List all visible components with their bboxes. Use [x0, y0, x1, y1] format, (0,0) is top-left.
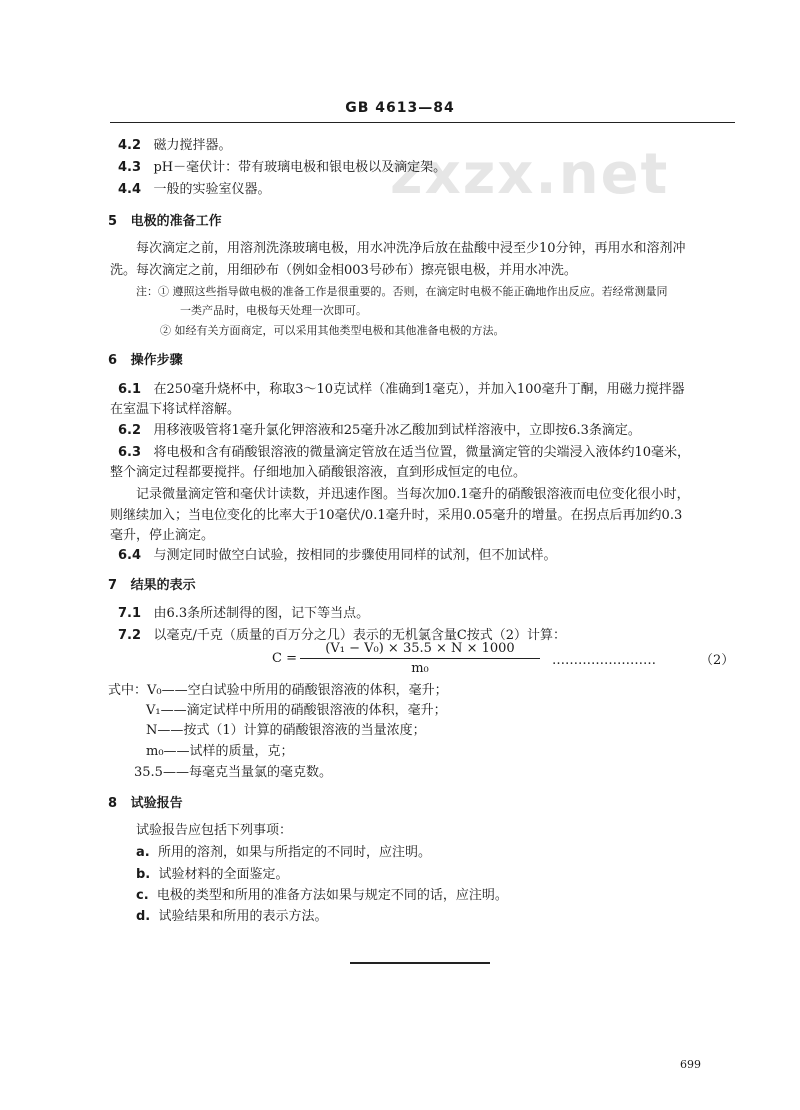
watermark: zxzx.net	[390, 142, 670, 207]
item-6-4: 6.4 与测定同时做空白试验，按相同的步骤使用同样的试剂，但不加试样。	[118, 548, 557, 563]
report-intro: 试验报告应包括下列事项：	[136, 823, 293, 838]
item-6-1-line2: 在室温下将试样溶解。	[110, 402, 241, 417]
para-5-line1: 每次滴定之前，用溶剂洗涤玻璃电极，用水冲洗净后放在盐酸中浸至少10分钟，再用水和溶剂冲	[136, 241, 686, 256]
item-6-3-line3: 记录微量滴定管和毫伏计读数，并迅速作图。当每次加0.1毫升的硝酸银溶液而电位变化很小时，	[136, 487, 690, 502]
end-rule	[350, 962, 490, 964]
page-number: 699	[680, 1058, 701, 1071]
section-6-heading: 6 操作步骤	[108, 353, 183, 368]
item-4-3: 4.3 pH－毫伏计：带有玻璃电极和银电极以及滴定架。	[118, 160, 447, 175]
report-item-c: c. 电极的类型和所用的准备方法如果与规定不同的话，应注明。	[136, 888, 508, 903]
note-1-line1: 注：① 遵照这些指导做电极的准备工作是很重要的。否则，在滴定时电极不能正确地作出反应。若经常测量同	[136, 285, 668, 298]
item-7-1: 7.1 由6.3条所述制得的图，记下等当点。	[118, 606, 370, 621]
section-7-heading: 7 结果的表示	[108, 578, 196, 593]
item-4-2: 4.2 磁力搅拌器。	[118, 138, 232, 153]
item-4-4: 4.4 一般的实验室仪器。	[118, 182, 271, 197]
report-item-d: d. 试验结果和所用的表示方法。	[136, 909, 328, 924]
def-v1: V₁——滴定试样中所用的硝酸银溶液的体积，毫升；	[146, 703, 447, 718]
note-2: ② 如经有关方面商定，可以采用其他类型电极和其他准备电极的方法。	[160, 324, 505, 337]
header-rule	[110, 122, 735, 123]
item-6-3-line2: 整个滴定过程都要搅拌。仔细地加入硝酸银溶液，直到形成恒定的电位。	[110, 465, 527, 480]
item-6-3-line5: 毫升，停止滴定。	[110, 528, 215, 543]
section-5-heading: 5 电极的准备工作	[108, 214, 222, 229]
item-7-2: 7.2 以毫克/千克（质量的百万分之几）表示的无机氯含量C按式（2）计算：	[118, 628, 567, 643]
def-n: N——按式（1）计算的硝酸银溶液的当量浓度；	[146, 723, 426, 738]
note-1-line2: 一类产品时，电极每天处理一次即可。	[180, 304, 367, 317]
section-8-heading: 8 试验报告	[108, 796, 183, 811]
item-6-1-line1: 6.1 在250毫升烧杯中，称取3～10克试样（准确到1毫克），并加入100毫升丁酮，用磁力搅拌器	[118, 382, 685, 397]
formula-numerator: (V₁ − V₀) × 35.5 × N × 1000	[300, 641, 540, 659]
para-5-line2: 洗。每次滴定之前，用细砂布（例如金相003号砂布）擦亮银电极，并用水冲洗。	[110, 263, 577, 278]
formula-denominator: m₀	[411, 661, 429, 676]
formula-dots: ……………………	[552, 653, 656, 668]
formula-tag: （2）	[700, 653, 735, 668]
def-m0: m₀——试样的质量，克；	[146, 744, 294, 759]
formula-lhs: C =	[272, 651, 297, 666]
formula-fraction	[300, 641, 540, 676]
item-6-2: 6.2 用移液吸管将1毫升氯化钾溶液和25毫升冰乙酸加到试样溶液中，立即按6.3条滴定。	[118, 423, 641, 438]
def-v0: 式中：V₀——空白试验中所用的硝酸银溶液的体积，毫升；	[108, 683, 448, 698]
item-6-3-line1: 6.3 将电极和含有硝酸银溶液的微量滴定管放在适当位置，微量滴定管的尖端浸入液体约10毫米，	[118, 445, 690, 460]
report-item-a: a. 所用的溶剂，如果与所指定的不同时，应注明。	[136, 845, 431, 860]
standard-header: GB 4613—84	[345, 100, 455, 116]
def-35-5: 35.5——每毫克当量氯的毫克数。	[134, 765, 332, 780]
item-6-3-line4: 则继续加入；当电位变化的比率大于10毫伏/0.1毫升时，采用0.05毫升的增量。在拐点后再加约0.3	[110, 508, 683, 523]
report-item-b: b. 试验材料的全面鉴定。	[136, 867, 289, 882]
